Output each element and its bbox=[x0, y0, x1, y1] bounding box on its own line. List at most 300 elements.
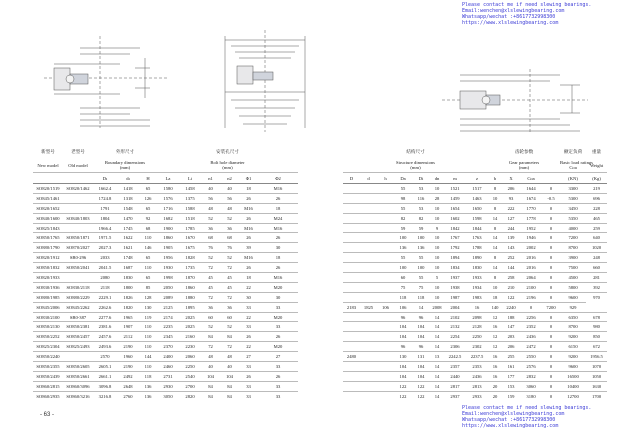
table-cell: SO820/1462 bbox=[63, 184, 93, 194]
table-cell: 33 bbox=[258, 322, 298, 332]
table-cell: 1767 bbox=[444, 233, 466, 243]
table-cell: 2540 bbox=[179, 371, 201, 381]
table-cell: 85 bbox=[139, 282, 157, 292]
table-cell bbox=[377, 213, 394, 223]
table-cell: 2381.6 bbox=[93, 322, 117, 332]
table-cell: 75 bbox=[412, 282, 430, 292]
table-cell: 1682 bbox=[157, 213, 179, 223]
table-cell: 3900 bbox=[560, 253, 586, 263]
table-cell: 2041.5 bbox=[93, 263, 117, 273]
table-cell: 0 bbox=[542, 371, 560, 381]
table-cell: 53 bbox=[412, 203, 430, 213]
left-spec-table bbox=[33, 145, 298, 401]
contact-line: Please contact me if need slewing bearings. bbox=[462, 405, 592, 411]
header-bolt-en: Bolt hole diameter (mm) bbox=[210, 160, 245, 170]
table-cell: 14 bbox=[430, 371, 444, 381]
table-cell: 1860 bbox=[179, 282, 201, 292]
table-cell: 0 bbox=[542, 282, 560, 292]
table-cell: 2256 bbox=[520, 312, 542, 322]
table-cell: SO860/3216 bbox=[63, 391, 93, 400]
table-cell: 161 bbox=[502, 362, 520, 372]
table-cell: 0 bbox=[542, 233, 560, 243]
table-cell: SO850/1871 bbox=[63, 233, 93, 243]
header-gear-en: Gear parameters (mm) bbox=[508, 160, 540, 170]
table-row bbox=[343, 312, 607, 322]
table-cell: 1785 bbox=[179, 223, 201, 233]
table-cell: 136 bbox=[394, 243, 412, 253]
table-cell: 122 bbox=[502, 292, 520, 302]
right-spec-table bbox=[343, 145, 607, 401]
table-cell: 1518 bbox=[179, 213, 201, 223]
table-cell bbox=[360, 371, 377, 381]
table-cell: 1788 bbox=[466, 243, 488, 253]
table-cell bbox=[343, 263, 360, 273]
table-cell: 59 bbox=[412, 223, 430, 233]
table-cell: 1687 bbox=[117, 263, 139, 273]
table-cell: SO825/1843 bbox=[33, 223, 63, 233]
table-cell: 8700 bbox=[560, 243, 586, 253]
table-cell: 18 bbox=[239, 273, 258, 283]
table-cell bbox=[360, 273, 377, 283]
table-row bbox=[33, 312, 298, 322]
table-row bbox=[343, 184, 607, 194]
table-cell: 1907 bbox=[117, 322, 139, 332]
table-cell: 82 bbox=[394, 213, 412, 223]
header-bolt-cn: 安装孔尺寸 bbox=[216, 148, 240, 154]
table-cell: 104 bbox=[394, 371, 412, 381]
table-row bbox=[343, 193, 607, 203]
table-row bbox=[33, 292, 298, 302]
table-cell: 36 bbox=[201, 223, 220, 233]
table-cell: 1826 bbox=[117, 292, 139, 302]
table-cell bbox=[343, 391, 360, 400]
table-cell bbox=[360, 282, 377, 292]
table-cell: 143 bbox=[502, 243, 520, 253]
table-cell: 33 bbox=[239, 302, 258, 312]
table-cell: 2937 bbox=[444, 391, 466, 400]
table-cell: 52 bbox=[201, 253, 220, 263]
table-row bbox=[343, 223, 607, 233]
table-row bbox=[33, 352, 298, 362]
table-cell: 2230 bbox=[179, 342, 201, 352]
table-cell bbox=[63, 223, 93, 233]
table-cell: 45 bbox=[201, 273, 220, 283]
table-cell: 1998 bbox=[157, 273, 179, 283]
table-cell: SO820/1912 bbox=[33, 253, 63, 263]
table-cell: 10 bbox=[430, 184, 444, 194]
table-cell: SO850/1765 bbox=[33, 233, 63, 243]
table-row bbox=[343, 203, 607, 213]
column-symbol: Li bbox=[179, 173, 201, 184]
table-cell: 10 bbox=[430, 233, 444, 243]
table-cell: 2277.6 bbox=[93, 312, 117, 322]
table-cell: 4500 bbox=[560, 273, 586, 283]
table-cell bbox=[360, 193, 377, 203]
contact-website[interactable]: https://www.xlslewingbearing.com bbox=[462, 20, 559, 26]
table-cell: 2933 bbox=[466, 391, 488, 400]
table-cell: 1050 bbox=[586, 371, 607, 381]
table-cell: 12 bbox=[488, 312, 502, 322]
table-cell: SO840/1803 bbox=[63, 213, 93, 223]
table-cell: 119 bbox=[139, 312, 157, 322]
table-row bbox=[33, 233, 298, 243]
table-cell bbox=[377, 362, 394, 372]
table-cell: SO845/2262 bbox=[63, 302, 93, 312]
table-cell: 26 bbox=[239, 233, 258, 243]
table-cell: 33 bbox=[258, 362, 298, 372]
table-cell: 3450 bbox=[560, 203, 586, 213]
table-cell: 104 bbox=[412, 362, 430, 372]
table-row bbox=[343, 253, 607, 263]
table-cell: 98 bbox=[394, 193, 412, 203]
table-cell: SO850/2381 bbox=[63, 322, 93, 332]
table-cell: 2436 bbox=[520, 332, 542, 342]
table-cell: 2457.6 bbox=[93, 332, 117, 342]
contact-email[interactable]: Email:wenchen@xlslewingbearing.com bbox=[462, 411, 565, 417]
table-cell: 76 bbox=[201, 243, 220, 253]
table-cell: 6150 bbox=[560, 342, 586, 352]
table-cell: 39 bbox=[239, 243, 258, 253]
table-cell: 84 bbox=[201, 332, 220, 342]
table-cell: 100 bbox=[394, 233, 412, 243]
table-cell: 14 bbox=[430, 322, 444, 332]
table-cell: 0 bbox=[542, 352, 560, 362]
header-boundary-en: Boundary dimensions (mm) bbox=[104, 160, 146, 170]
table-cell: 1463 bbox=[466, 193, 488, 203]
table-cell: 2250 bbox=[179, 362, 201, 372]
table-row bbox=[33, 302, 298, 312]
table-cell: 1792 bbox=[444, 243, 466, 253]
column-symbol bbox=[542, 173, 560, 184]
table-cell: 26 bbox=[239, 263, 258, 273]
table-cell: 26 bbox=[258, 371, 298, 381]
table-cell: 30 bbox=[239, 292, 258, 302]
table-cell: SO830/2100 bbox=[33, 312, 63, 322]
table-cell: 0 bbox=[542, 312, 560, 322]
table-row bbox=[343, 371, 607, 381]
header-gear-cn: 齿轮参数 bbox=[514, 148, 534, 154]
table-cell: 2400 bbox=[157, 352, 179, 362]
header-structure-en: Structure dimensions (mm) bbox=[396, 160, 435, 170]
table-row bbox=[343, 233, 607, 243]
table-cell: 104 bbox=[394, 332, 412, 342]
table-cell: SO845/2006 bbox=[33, 302, 63, 312]
table-cell: 106 bbox=[394, 302, 412, 312]
table-cell: SB0-296 bbox=[63, 253, 93, 263]
column-symbol: dı bbox=[117, 173, 139, 184]
column-symbol: z bbox=[466, 173, 488, 184]
table-cell: 33 bbox=[258, 302, 298, 312]
table-cell bbox=[63, 352, 93, 362]
table-cell: 177 bbox=[502, 371, 520, 381]
table-cell: 36 bbox=[220, 302, 239, 312]
table-cell: 48 bbox=[201, 203, 220, 213]
table-cell: 1020 bbox=[586, 243, 607, 253]
table-cell: SO845/1461 bbox=[33, 193, 63, 203]
table-cell: 1966.4 bbox=[93, 223, 117, 233]
left-bearing-drawing bbox=[40, 28, 170, 136]
table-cell: 1825 bbox=[360, 302, 377, 312]
middle-bolt-pattern-drawing bbox=[205, 28, 325, 136]
table-cell: 72 bbox=[201, 292, 220, 302]
table-cell: 33 bbox=[258, 381, 298, 391]
table-cell: 2112 bbox=[117, 332, 139, 342]
table-cell: 26 bbox=[239, 371, 258, 381]
table-cell: 1828 bbox=[179, 253, 201, 263]
table-cell: 2132 bbox=[444, 322, 466, 332]
column-symbol: X bbox=[502, 173, 520, 184]
table-cell: 640 bbox=[586, 233, 607, 243]
table-cell: 106 bbox=[377, 302, 394, 312]
table-cell: 65 bbox=[139, 203, 157, 213]
table-cell: 56 bbox=[220, 193, 239, 203]
table-cell: SO860/2935 bbox=[33, 391, 63, 400]
table-cell: 144 bbox=[502, 263, 520, 273]
table-cell: 1418 bbox=[117, 184, 139, 194]
table-cell: 1890 bbox=[466, 253, 488, 263]
table-cell: 12 bbox=[488, 342, 502, 352]
table-cell bbox=[360, 342, 377, 352]
table-row bbox=[343, 243, 607, 253]
table-cell: 2118 bbox=[93, 282, 117, 292]
header-boundary-cn: 外形尺寸 bbox=[115, 148, 135, 154]
table-cell bbox=[343, 282, 360, 292]
table-cell: 258 bbox=[502, 273, 520, 283]
table-cell: 33 bbox=[239, 322, 258, 332]
table-cell: SB0-387 bbox=[63, 312, 93, 322]
table-cell: 2493.6 bbox=[93, 342, 117, 352]
table-cell: 45 bbox=[220, 273, 239, 283]
table-cell: 252 bbox=[502, 253, 520, 263]
table-cell: 248 bbox=[586, 253, 607, 263]
table-cell: 9200 bbox=[560, 352, 586, 362]
table-cell: 16 bbox=[488, 371, 502, 381]
table-cell: 1933 bbox=[466, 273, 488, 283]
contact-website[interactable]: https://www.xlslewingbearing.com bbox=[462, 423, 559, 429]
table-cell: 18 bbox=[258, 253, 298, 263]
table-cell: 22 bbox=[239, 282, 258, 292]
table-cell: 65 bbox=[139, 273, 157, 283]
header-new-model-en: New model bbox=[37, 162, 59, 168]
table-cell bbox=[343, 322, 360, 332]
table-cell: 9200 bbox=[560, 332, 586, 342]
table-cell: 1070 bbox=[586, 362, 607, 372]
table-cell bbox=[343, 233, 360, 243]
table-cell: 110 bbox=[139, 332, 157, 342]
table-cell: 206 bbox=[502, 184, 520, 194]
table-cell: 3050 bbox=[157, 391, 179, 400]
table-cell: 52 bbox=[201, 213, 220, 223]
table-cell: SO850/2439 bbox=[33, 371, 63, 381]
table-cell bbox=[360, 263, 377, 273]
table-cell: 1724.8 bbox=[93, 193, 117, 203]
table-cell bbox=[377, 312, 394, 322]
table-cell: 1674 bbox=[520, 193, 542, 203]
table-row bbox=[33, 381, 298, 391]
table-cell: 104 bbox=[412, 371, 430, 381]
table-cell bbox=[377, 184, 394, 194]
table-cell: 1960 bbox=[117, 352, 139, 362]
page-number: - 63 - bbox=[40, 412, 55, 418]
table-cell: 1880 bbox=[179, 292, 201, 302]
table-cell: 26 bbox=[258, 193, 298, 203]
column-symbol: Dı bbox=[93, 173, 117, 184]
table-row bbox=[343, 292, 607, 302]
table-cell: 14 bbox=[430, 342, 444, 352]
table-cell: 84 bbox=[220, 332, 239, 342]
table-cell: 1763 bbox=[466, 233, 488, 243]
table-cell: SO830/2118 bbox=[63, 282, 93, 292]
table-cell: 10 bbox=[430, 213, 444, 223]
table-cell: 10 bbox=[430, 282, 444, 292]
right-table-body bbox=[343, 184, 607, 401]
table-cell: 2125 bbox=[157, 302, 179, 312]
table-cell: 118 bbox=[394, 292, 412, 302]
table-cell: 136 bbox=[412, 243, 430, 253]
table-cell: 18 bbox=[239, 184, 258, 194]
table-cell: 1804 bbox=[93, 213, 117, 223]
column-symbol: n2 bbox=[220, 173, 239, 184]
column-symbol: n1 bbox=[201, 173, 220, 184]
table-cell: 9600 bbox=[560, 362, 586, 372]
table-cell: 1621 bbox=[117, 243, 139, 253]
contact-email[interactable]: Email:wenchen@xlslewingbearing.com bbox=[462, 8, 565, 14]
table-cell: 65 bbox=[139, 184, 157, 194]
table-cell: 40 bbox=[201, 362, 220, 372]
table-cell: 1971.5 bbox=[93, 233, 117, 243]
table-cell: 0 bbox=[542, 391, 560, 400]
table-cell: 2930 bbox=[157, 381, 179, 391]
table-cell: 72 bbox=[220, 342, 239, 352]
table-cell bbox=[343, 273, 360, 283]
table-cell: 2254 bbox=[444, 332, 466, 342]
table-cell: 2080 bbox=[93, 273, 117, 283]
table-cell: 2352 bbox=[520, 322, 542, 332]
table-cell: M16 bbox=[258, 273, 298, 283]
table-cell: 1630 bbox=[586, 381, 607, 391]
table-cell: SO880/2229 bbox=[63, 292, 93, 302]
table-cell: 72 bbox=[220, 292, 239, 302]
table-row bbox=[33, 184, 298, 194]
table-cell: 0 bbox=[542, 263, 560, 273]
table-cell: 7200 bbox=[560, 233, 586, 243]
table-cell bbox=[377, 253, 394, 263]
table-cell: 1987 bbox=[444, 292, 466, 302]
table-cell bbox=[343, 362, 360, 372]
table-cell: 14 bbox=[430, 381, 444, 391]
table-cell: 116 bbox=[412, 193, 430, 203]
table-row bbox=[343, 322, 607, 332]
table-cell: 2576 bbox=[520, 362, 542, 372]
table-cell: 1860 bbox=[157, 233, 179, 243]
table-cell: 10 bbox=[430, 253, 444, 263]
table-cell: 0 bbox=[542, 381, 560, 391]
table-cell: 1735 bbox=[179, 263, 201, 273]
table-cell: 33 bbox=[239, 391, 258, 400]
table-cell: 84 bbox=[220, 381, 239, 391]
table-cell: SO880/1985 bbox=[33, 292, 63, 302]
header-load-en: Basic load ratings Coa bbox=[560, 160, 593, 170]
table-cell: 76 bbox=[220, 243, 239, 253]
unit-kg: (Kg) bbox=[586, 173, 607, 184]
table-cell: 2016 bbox=[520, 253, 542, 263]
table-cell: 110 bbox=[139, 322, 157, 332]
table-cell: 2817 bbox=[444, 381, 466, 391]
table-cell: 36 bbox=[220, 223, 239, 233]
table-cell: 2128 bbox=[466, 322, 488, 332]
table-cell: 22 bbox=[239, 342, 258, 352]
table-cell: 259 bbox=[586, 223, 607, 233]
table-cell: 8 bbox=[488, 223, 502, 233]
table-cell: 465 bbox=[586, 213, 607, 223]
table-cell bbox=[343, 213, 360, 223]
table-cell: 0 bbox=[542, 184, 560, 194]
table-row bbox=[343, 273, 607, 283]
table-cell: 72 bbox=[201, 263, 220, 273]
table-cell: 55 bbox=[394, 184, 412, 194]
table-cell: 10400 bbox=[560, 381, 586, 391]
column-symbol: H bbox=[139, 173, 157, 184]
table-cell bbox=[377, 233, 394, 243]
table-cell: 122 bbox=[394, 391, 412, 400]
table-cell: 153 bbox=[502, 381, 520, 391]
table-cell: 0 bbox=[542, 243, 560, 253]
table-cell: 45 bbox=[201, 282, 220, 292]
table-cell: 1716 bbox=[157, 203, 179, 213]
table-cell: 84 bbox=[201, 391, 220, 400]
table-cell: 2183 bbox=[343, 302, 360, 312]
table-cell bbox=[343, 342, 360, 352]
table-cell: 210 bbox=[502, 282, 520, 292]
table-cell: 2605.1 bbox=[93, 362, 117, 372]
table-cell: M20 bbox=[258, 312, 298, 322]
column-symbol: d bbox=[360, 173, 377, 184]
table-row bbox=[33, 223, 298, 233]
table-cell: 2237.5 bbox=[466, 352, 488, 362]
column-symbol: Φ2 bbox=[258, 173, 298, 184]
table-cell: 2033 bbox=[93, 253, 117, 263]
table-cell: 1644 bbox=[520, 184, 542, 194]
table-cell: SO850/2130 bbox=[33, 322, 63, 332]
table-cell: 2370 bbox=[157, 342, 179, 352]
table-cell: 2190 bbox=[117, 362, 139, 372]
table-cell: SO820/1519 bbox=[33, 184, 63, 194]
table-cell: 4000 bbox=[560, 223, 586, 233]
table-cell bbox=[343, 371, 360, 381]
table-cell: 5300 bbox=[560, 193, 586, 203]
table-cell: 2190 bbox=[117, 342, 139, 352]
table-cell: 59 bbox=[394, 223, 412, 233]
table-cell: 1900 bbox=[157, 223, 179, 233]
table-cell bbox=[360, 312, 377, 322]
contact-phone: Whatsapp/wechat :+8617732998300 bbox=[462, 417, 556, 423]
table-cell: M16 bbox=[239, 203, 258, 213]
table-cell: 55 bbox=[394, 253, 412, 263]
table-cell: 100 bbox=[412, 233, 430, 243]
table-cell: 2242.5 bbox=[444, 352, 466, 362]
table-cell: 122 bbox=[394, 381, 412, 391]
table-cell: 122 bbox=[412, 381, 430, 391]
table-cell: 92 bbox=[139, 213, 157, 223]
table-cell: 188 bbox=[502, 312, 520, 322]
table-cell: 219 bbox=[586, 184, 607, 194]
table-cell: 2460 bbox=[157, 362, 179, 372]
table-cell: 929 bbox=[560, 302, 586, 312]
table-cell: 0 bbox=[542, 342, 560, 352]
header-structure-cn: 结构尺寸 bbox=[406, 148, 425, 154]
table-cell bbox=[360, 253, 377, 263]
table-cell: 2436 bbox=[466, 371, 488, 381]
